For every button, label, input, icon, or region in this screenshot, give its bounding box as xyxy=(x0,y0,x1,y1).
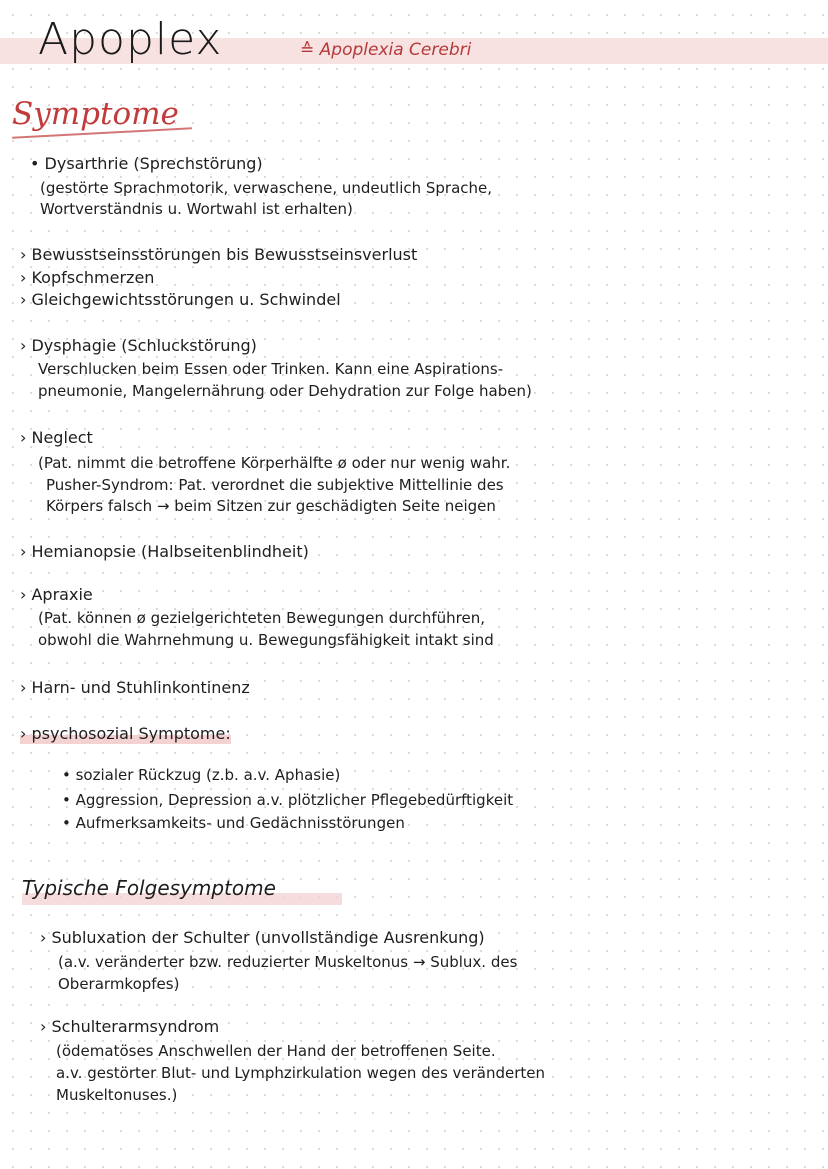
dysphagie-detail-2: pneumonie, Mangelernährung oder Dehydration zur Folge haben) xyxy=(38,382,532,400)
apraxie-detail-1: (Pat. können ø gezielgerichteten Bewegungen durchführen, xyxy=(38,609,485,627)
symptoms-heading: Symptome xyxy=(12,96,179,132)
neglect-title: › Neglect xyxy=(20,428,93,447)
neglect-detail-1: (Pat. nimmt die betroffene Körperhälfte ø oder nur wenig wahr. xyxy=(38,454,511,472)
schulterarm-detail-1: (ödematöses Anschwellen der Hand der betroffenen Seite. xyxy=(56,1042,496,1060)
symptom-inkontinenz: › Harn- und Stuhlinkontinenz xyxy=(20,678,250,697)
symptom-hemianopsie: › Hemianopsie (Halbseitenblindheit) xyxy=(20,542,309,561)
apraxie-title: › Apraxie xyxy=(20,585,93,604)
subluxation-detail-1: (a.v. veränderter bzw. reduzierter Muskeltonus → Sublux. des xyxy=(58,953,518,971)
symptom-bewusstsein: › Bewusstseinsstörungen bis Bewusstseinsverlust xyxy=(20,245,418,264)
neglect-detail-3: Körpers falsch → beim Sitzen zur geschädigten Seite neigen xyxy=(46,497,496,515)
psychosozial-item-3: • Aufmerksamkeits- und Gedächnisstörungen xyxy=(62,814,405,832)
subluxation-title: › Subluxation der Schulter (unvollständige Ausrenkung) xyxy=(40,928,485,947)
subluxation-detail-2: Oberarmkopfes) xyxy=(58,975,180,993)
symptom-kopfschmerzen: › Kopfschmerzen xyxy=(20,268,155,287)
neglect-detail-2: Pusher-Syndrom: Pat. verordnet die subjektive Mittellinie des xyxy=(46,476,504,494)
dysarthrie-title: • Dysarthrie (Sprechstörung) xyxy=(30,154,263,173)
schulterarm-detail-2: a.v. gestörter Blut- und Lymphzirkulation wegen des veränderten xyxy=(56,1064,546,1082)
page-subtitle: ≙ Apoplexia Cerebri xyxy=(300,40,472,60)
apraxie-detail-2: obwohl die Wahrnehmung u. Bewegungsfähigkeit intakt sind xyxy=(38,631,494,649)
dysarthrie-detail-2: Wortverständnis u. Wortwahl ist erhalten) xyxy=(40,200,353,218)
psychosozial-title: › psychosozial Symptome: xyxy=(20,724,231,743)
page-title: Apoplex xyxy=(38,14,223,65)
typical-heading: Typische Folgesymptome xyxy=(22,876,276,900)
dysphagie-detail-1: Verschlucken beim Essen oder Trinken. Kann eine Aspirations- xyxy=(38,360,504,378)
dysphagie-title: › Dysphagie (Schluckstörung) xyxy=(20,336,257,355)
psychosozial-item-1: • sozialer Rückzug (z.b. a.v. Aphasie) xyxy=(62,766,341,784)
schulterarm-detail-3: Muskeltonuses.) xyxy=(56,1086,178,1104)
psychosozial-item-2: • Aggression, Depression a.v. plötzlicher Pflegebedürftigkeit xyxy=(62,791,514,809)
schulterarm-title: › Schulterarmsyndrom xyxy=(40,1017,220,1036)
dysarthrie-detail-1: (gestörte Sprachmotorik, verwaschene, undeutlich Sprache, xyxy=(40,179,493,197)
symptom-gleichgewicht: › Gleichgewichtsstörungen u. Schwindel xyxy=(20,290,341,309)
